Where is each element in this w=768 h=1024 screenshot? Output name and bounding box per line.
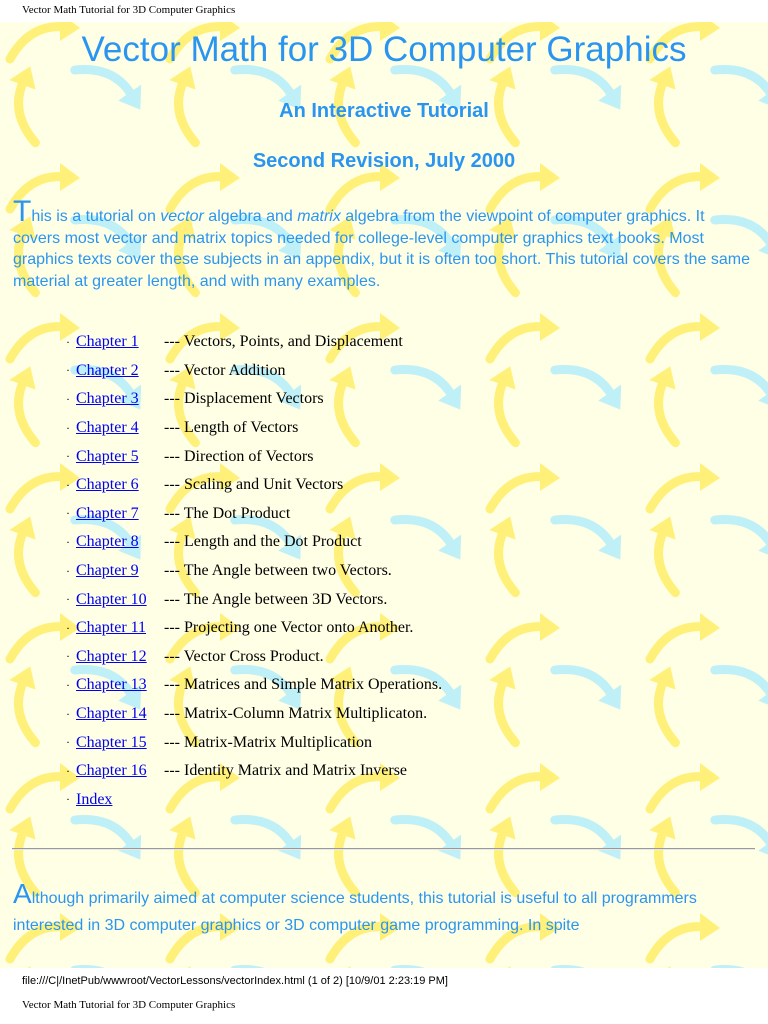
chapter-description: --- Length of Vectors	[164, 419, 299, 437]
bullet-icon: ·	[66, 592, 70, 607]
print-footer-path: file:///C|/InetPub/wwwroot/VectorLessons/vectorIndex.html (1 of 2) [10/9/01 2:23:19 PM]	[22, 975, 448, 987]
chapter-link[interactable]: Chapter 5	[76, 447, 139, 465]
bullet-icon: ·	[66, 620, 70, 635]
page-title: Vector Math for 3D Computer Graphics	[81, 30, 687, 69]
web-page	[0, 22, 768, 968]
chapter-list-item	[66, 700, 442, 729]
bullet-icon: ·	[66, 792, 70, 807]
intro-emphasis-vector: vector	[160, 208, 204, 225]
bullet-icon: ·	[66, 563, 70, 578]
chapter-link[interactable]: Chapter 14	[76, 705, 147, 723]
chapter-description: --- The Angle between two Vectors.	[164, 562, 392, 580]
chapter-list-item	[66, 585, 442, 614]
chapter-description: --- Vector Addition	[164, 361, 286, 379]
print-footer-title: Vector Math Tutorial for 3D Computer Graphics	[22, 999, 236, 1011]
chapter-link[interactable]: Chapter 12	[76, 647, 147, 665]
chapter-list-item	[66, 500, 442, 529]
bullet-icon: ·	[66, 735, 70, 750]
chapter-link[interactable]: Chapter 1	[76, 333, 139, 351]
chapter-link[interactable]: Chapter 7	[76, 504, 139, 522]
chapter-link[interactable]: Chapter 10	[76, 590, 147, 608]
chapter-link[interactable]: Chapter 11	[76, 619, 147, 637]
chapter-link[interactable]: Chapter 16	[76, 762, 147, 780]
print-header-title: Vector Math Tutorial for 3D Computer Graphics	[22, 4, 236, 16]
bullet-icon: ·	[66, 677, 70, 692]
chapter-description: --- Vectors, Points, and Displacement	[164, 333, 403, 351]
chapter-description: --- Length and the Dot Product	[164, 533, 362, 551]
index-link[interactable]: Index	[76, 790, 113, 808]
chapter-list-item	[66, 643, 442, 672]
chapter-list-item	[66, 786, 442, 815]
bullet-icon: ·	[66, 391, 70, 406]
chapter-link[interactable]: Chapter 2	[76, 361, 139, 379]
intro-dropcap: T	[13, 195, 32, 228]
chapter-description: --- Matrix-Column Matrix Multiplicaton.	[164, 705, 428, 723]
chapter-list-item	[66, 442, 442, 471]
bullet-icon: ·	[66, 420, 70, 435]
chapter-list-item	[66, 414, 442, 443]
intro-text: algebra from the viewpoint of computer graphics. It covers most vector and matrix topics needed for college-level computer graphics text books. Most graphics texts cover these subjects in an appendix, but it is often too short. This tutorial covers the same material at greater length, and with many examples.	[13, 208, 750, 290]
chapter-description: --- The Angle between 3D Vectors.	[164, 590, 388, 608]
chapter-link[interactable]: Chapter 4	[76, 419, 139, 437]
intro-text: his is a tutorial on	[31, 208, 161, 225]
chapter-description: --- Scaling and Unit Vectors	[164, 476, 344, 494]
bullet-icon: ·	[66, 649, 70, 664]
chapter-list-item	[66, 671, 442, 700]
chapter-link[interactable]: Chapter 3	[76, 390, 139, 408]
bullet-icon: ·	[66, 763, 70, 778]
chapter-list-item	[66, 528, 442, 557]
chapter-description: --- The Dot Product	[164, 504, 291, 522]
print-footer	[0, 968, 768, 1024]
chapter-list-item	[66, 728, 442, 757]
chapter-description: --- Matrices and Simple Matrix Operations.	[164, 676, 443, 694]
bullet-icon: ·	[66, 706, 70, 721]
bullet-icon: ·	[66, 506, 70, 521]
chapter-list	[66, 328, 442, 814]
chapter-list-item	[66, 757, 442, 786]
chapter-list-item	[66, 357, 442, 386]
chapter-list-item	[66, 471, 442, 500]
bullet-icon: ·	[66, 363, 70, 378]
chapter-link[interactable]: Chapter 8	[76, 533, 139, 551]
chapter-list-item	[66, 328, 442, 357]
para2-dropcap: A	[13, 878, 32, 909]
second-paragraph	[13, 878, 755, 939]
intro-paragraph	[13, 195, 755, 292]
chapter-list-item	[66, 614, 442, 643]
intro-emphasis-matrix: matrix	[297, 208, 341, 225]
page-content	[0, 22, 768, 968]
bullet-icon: ·	[66, 449, 70, 464]
chapter-description: --- Identity Matrix and Matrix Inverse	[164, 762, 408, 780]
chapter-description: --- Direction of Vectors	[164, 447, 314, 465]
chapter-link[interactable]: Chapter 9	[76, 562, 139, 580]
chapter-link[interactable]: Chapter 13	[76, 676, 147, 694]
para2-text: lthough primarily aimed at computer science students, this tutorial is useful to all programmers interested in 3D computer graphics or 3D computer game programming. In spite	[13, 890, 697, 934]
chapter-link[interactable]: Chapter 6	[76, 476, 139, 494]
chapter-link[interactable]: Chapter 15	[76, 733, 147, 751]
bullet-icon: ·	[66, 334, 70, 349]
bullet-icon: ·	[66, 534, 70, 549]
chapter-description: --- Displacement Vectors	[164, 390, 324, 408]
chapter-list-item	[66, 557, 442, 586]
chapter-description: --- Vector Cross Product.	[164, 647, 324, 665]
chapter-list-item	[66, 385, 442, 414]
horizontal-rule	[12, 848, 755, 850]
intro-text: algebra and	[203, 208, 298, 225]
bullet-icon: ·	[66, 477, 70, 492]
page-subtitle: An Interactive Tutorial	[279, 100, 489, 122]
print-header	[0, 0, 768, 22]
revision-heading: Second Revision, July 2000	[252, 150, 516, 172]
chapter-description: --- Projecting one Vector onto Another.	[164, 619, 414, 637]
chapter-description: --- Matrix-Matrix Multiplication	[164, 733, 372, 751]
